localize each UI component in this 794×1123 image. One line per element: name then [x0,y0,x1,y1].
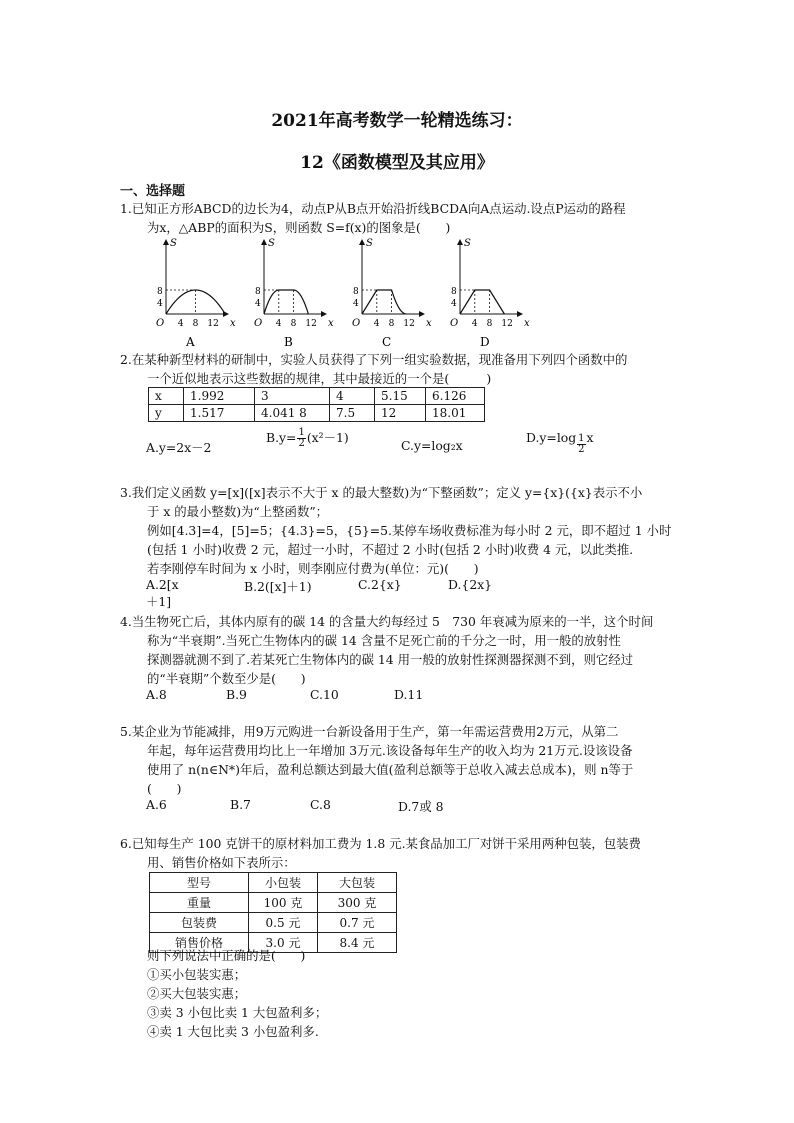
option-d: D.{2x} [448,577,493,592]
tick-label: 8 [388,319,395,329]
tick-label: 8 [353,287,359,297]
tick-label: 8 [451,287,457,297]
question-5 [120,722,710,798]
graph-option-label: A [186,335,195,348]
question-1-line: 为x，△ABP的面积为S，则函数 S=f(x)的图象是( ) [147,220,451,235]
option-a: A.8 [146,687,167,702]
table-cell: 1.992 [184,388,255,405]
question-5-line: 年起，每年运营费用均比上一年增加 3万元.该设备每年生产的收入均为 21万元.设该设备 [147,743,633,758]
question-6-line: 6.已知每生产 100 克饼干的原材料加工费为 1.8 元.某食品加工厂对饼干采用两种包装，包装费 [120,836,641,851]
origin-label: O [352,318,361,329]
question-6 [120,834,710,872]
graph-curve [264,290,308,314]
question-6-line: 则下列说法中正确的是( ) [147,948,306,963]
table-cell: x [149,388,184,405]
tick-label: 4 [275,319,282,329]
question-6-statements [147,946,647,1041]
tick-label: 8 [157,287,163,297]
fraction [577,434,585,455]
tick-label: 8 [192,319,199,329]
graph-d [450,238,530,348]
axis-label-x: x [328,318,334,329]
graph-curve [362,290,406,314]
axis-label-s: S [170,238,177,249]
option-b [266,428,349,449]
table-cell: 8.4 元 [318,933,397,953]
axis-label-s: S [366,238,373,249]
option-b-prefix: B.y= [266,430,297,445]
origin-label: O [254,318,263,329]
graph-curve [460,290,504,314]
option-c: C.2{x} [358,577,402,592]
fraction-denominator: 2 [578,444,585,455]
table-cell: 1.517 [184,405,255,422]
statement-3: ③卖 3 小包比卖 1 大包盈利多； [147,1005,328,1020]
graph-option-label: C [382,335,392,348]
table-cell: 0.7 元 [318,913,397,933]
option-d-prefix: D.y=log [526,430,577,445]
graph-option-label: B [284,335,293,348]
table-cell: 包装费 [150,913,249,933]
table-cell: y [149,405,184,422]
option-c: C.8 [310,797,331,812]
q2-data-table [148,387,485,422]
table-cell: 5.15 [375,388,426,405]
tick-label: 4 [353,299,359,309]
table-cell: 6.126 [426,388,485,405]
tick-label: 4 [451,299,457,309]
tick-label: 4 [373,319,380,329]
statement-1: ①买小包装实惠； [147,967,247,982]
table-cell: 销售价格 [150,933,249,953]
origin-label: O [450,318,459,329]
tick-label: 4 [177,319,184,329]
question-2-line: 一个近似地表示这些数据的规律，其中最接近的一个是( ) [147,371,492,386]
table-cell: 0.5 元 [249,913,318,933]
tick-label: 12 [403,319,415,329]
option-a: A.y=2x－2 [146,440,212,455]
graph-c [352,238,432,348]
question-5-line: 5.某企业为节能减排，用9万元购进一台新设备用于生产，第一年需运营费用2万元，从第二 [120,724,619,739]
table-cell: 4.041 8 [255,405,330,422]
option-b: B.9 [226,687,247,702]
table-cell: 7.5 [330,405,375,422]
table-cell: 100 克 [249,893,318,913]
option-d: D.7或 8 [398,799,444,814]
tick-label: 4 [157,299,163,309]
graph-b [254,238,334,348]
table-cell: 3 [255,388,330,405]
question-1 [120,199,710,237]
question-4-line: 的“半衰期”个数至少是( ) [147,671,306,686]
table-row [150,893,397,913]
question-3-line: 3.我们定义函数 y=[x]([x]表示不大于 x 的最大整数)为“下整函数”；定义 y={x}({x}表示不小 [120,485,643,500]
tick-label: 12 [305,319,317,329]
section-heading: 一、选择题 [120,184,186,199]
axis-label-x: x [230,318,236,329]
option-b: B.2([x]＋1) [244,579,312,594]
question-4 [120,612,710,688]
table-row [150,873,397,893]
fraction-numerator: 1 [578,433,585,444]
question-4-line: 探测器就测不到了.若某死亡生物体内的碳 14 用一般的放射性探测器探测不到，则它经过 [147,652,634,667]
question-2 [120,350,710,388]
question-4-line: 称为“半衰期”.当死亡生物体内的碳 14 含量不足死亡前的千分之一时，用一般的放射性 [147,633,621,648]
table-cell: 型号 [150,873,249,893]
table-cell: 大包装 [318,873,397,893]
question-3-line: 例如[4.3]=4，[5]=5；{4.3}=5，{5}=5.某停车场收费标准为每小时 2 元，即不超过 1 小时 [147,523,672,538]
origin-label: O [156,318,165,329]
option-c: C.10 [310,687,339,702]
question-5-line: ( ) [147,781,182,796]
axis-label-s: S [268,238,275,249]
option-d [526,428,594,455]
table-row [149,405,485,422]
option-c: C.y=log₂x [401,438,463,453]
axis-label-x: x [524,318,530,329]
graph-a [156,238,236,348]
table-cell: 小包装 [249,873,318,893]
question-2-line: 2.在某种新型材料的研制中，实验人员获得了下列一组实验数据，现准备用下列四个函数中的 [120,352,628,367]
option-d-suffix: x [586,430,594,445]
question-6-line: 用、销售价格如下表所示： [147,855,296,870]
fraction [297,428,305,449]
q1-graphs [144,236,704,348]
q2-options [146,428,706,462]
tick-label: 12 [207,319,219,329]
option-a: A.6 [146,797,167,812]
question-3-line: 于 x 的最小整数)为“上整函数”； [147,504,329,519]
table-cell: 3.0 元 [249,933,318,953]
table-cell: 300 克 [318,893,397,913]
statement-4: ④卖 1 大包比卖 3 小包盈利多. [147,1024,319,1039]
question-4-line: 4.当生物死亡后，其体内原有的碳 14 的含量大约每经过 5 730 年衰减为原来的一半，这个时间 [120,614,654,629]
table-row [150,913,397,933]
document-subtitle: 12《函数模型及其应用》 [300,153,494,173]
axis-label-s: S [464,238,471,249]
question-3 [120,483,710,578]
tick-label: 4 [471,319,478,329]
graph-option-label: D [480,335,490,348]
fraction-numerator: 1 [298,427,305,438]
option-d: D.11 [394,687,424,702]
table-row [149,388,485,405]
statement-2: ②买大包装实惠； [147,986,247,1001]
question-1-line: 1.已知正方形ABCD的边长为4，动点P从B点开始沿折线BCDA向A点运动.设点P运动的路程 [120,201,626,216]
tick-label: 4 [255,299,261,309]
tick-label: 8 [486,319,493,329]
tick-label: 12 [501,319,513,329]
table-cell: 4 [330,388,375,405]
option-a: A.2[x＋1] [146,577,179,609]
table-cell: 18.01 [426,405,485,422]
question-3-line: 若李刚停车时间为 x 小时，则李刚应付费为(单位：元)( ) [147,561,479,576]
tick-label: 8 [290,319,297,329]
table-cell: 重量 [150,893,249,913]
option-b: B.7 [230,797,251,812]
option-b-suffix: (x²－1) [306,430,349,445]
axis-label-x: x [426,318,432,329]
table-cell: 12 [375,405,426,422]
document-title: 2021年高考数学一轮精选练习： [271,111,523,131]
q6-packaging-table [149,872,397,953]
question-3-line: (包括 1 小时)收费 2 元，超过一小时，不超过 2 小时(包括 2 小时)收费 4 元，以此类推. [147,542,634,557]
question-5-line: 使用了 n(n∈N*)年后，盈利总额达到最大值(盈利总额等于总收入减去总成本)，则 n等于 [147,762,634,777]
tick-label: 8 [255,287,261,297]
fraction-denominator: 2 [298,438,305,449]
